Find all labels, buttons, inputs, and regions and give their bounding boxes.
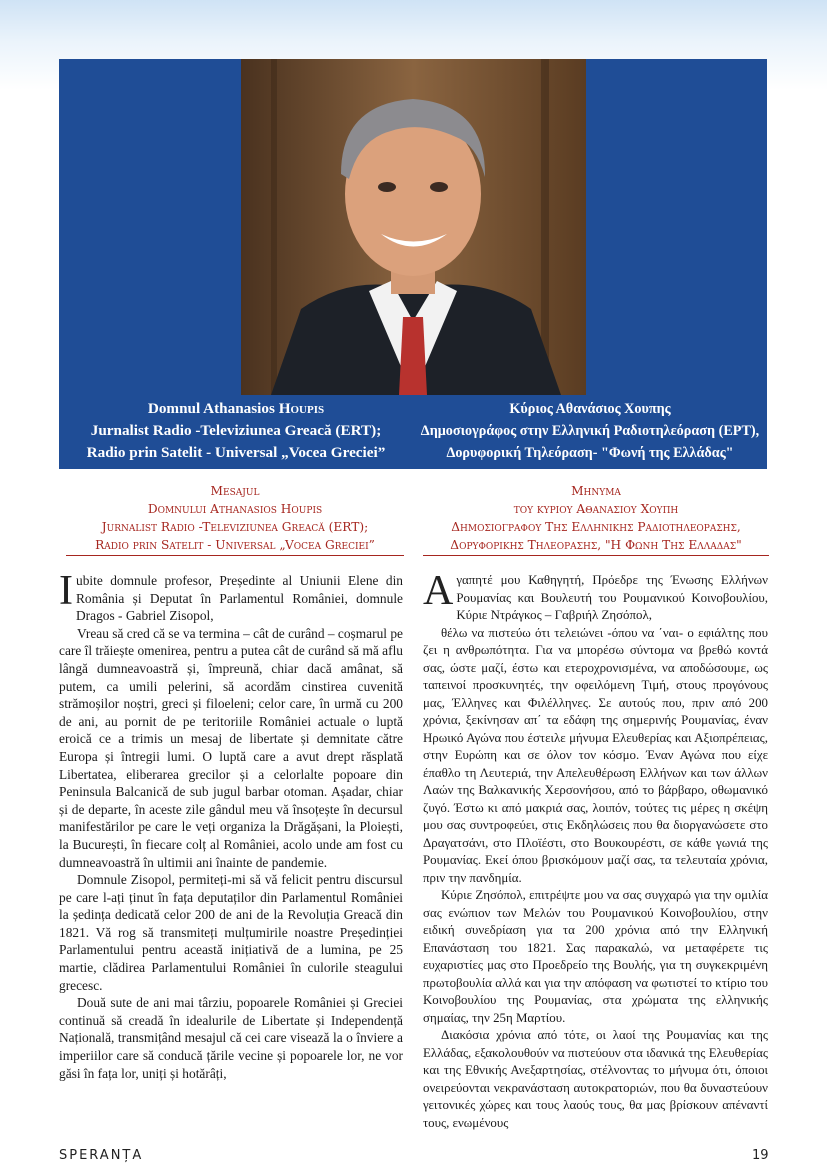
body-paragraph: Două sute de ani mai târziu, popoarele României și Greciei continuă să creadă în idealurile de Libertate și Independență Națională, transmițând mesajul că cei care visează la o înviere a imperiilor care să conducă țările vecine și popoarele lor, ne vor găsi în fața lor, uniți și hotărâți,: [59, 995, 403, 1081]
body-paragraph: [59, 568, 403, 625]
heading-left-line: Mesajul: [210, 484, 260, 498]
body-column-right: [423, 568, 768, 1132]
heading-right-line: Δορυφορικης Τηλεορασης, "Η Φωνη Της Ελλαδας": [450, 538, 742, 552]
heading-left-line: Domnului Athanasios Houpis: [147, 502, 323, 516]
heading-left-line: Jurnalist Radio -Televiziunea Greacă (ERT);: [101, 520, 369, 534]
heading-right-line: Μηνυμα: [571, 484, 621, 498]
body-paragraph: θέλω να πιστεύω ότι τελειώνει -όπου να ΄ναι- ο εφιάλτης που ζει η ανθρωπότητα. Για να μπορέσω σύντομα να βρεθώ κοντά σας, ώστε μαζί, έστω και ετεροχρονισμένα, να αποδώσουμε, ως ταπεινοί προσκυνητές, την οφειλόμενη Τιμή, στους προγόνους μας, Έλληνες και Φιλέλληνες. Σε αυτούς που, πριν από 200 χρόνια, ξεκίνησαν απ΄ τα εδάφη της σημερινής Ρουμανίας, έναν Ηρωικό Αγώνα που έστειλε μήνυμα Ελευθερίας και Αξιοπρέπειας, στην Ευρώπη και σε όλον τον κόσμο. Έναν Αγώνα που είχε έπαθλο τη Λευτεριά, την Απελευθέρωση Ελλήνων και των άλλων Λαών της Βαλκανικής Χερσονήσου, από το βάρβαρο, οθωμανικό ζυγό. Έστω κι από μακριά σας, λοιπόν, τούτες τις μέρες η σκέψη μου σας συντροφεύει, στις Εκδηλώσεις που θα διοργανώσετε στο Δραγατσάνι, στο Πλοϊέστι, στο Βουκουρέστι, σε κάθε γωνιά της Ρουμανίας. Εκεί όπου βρισκόμουν μαζί σας, τα τελευταία χρόνια, πριν την πανδημία.: [423, 625, 768, 885]
body-paragraph: Domnule Zisopol, permiteți-mi să vă felicit pentru discursul pe care l-ați ținut în fața deputaților din Parlamentul României la ședința dedicată celor 200 de ani de la Revoluția Greacă din 1821. Vă rog să transmiteți mulțumirile noastre Președinției Parlamentului pentru această inițiativă de a lumina, pe 25 martie, clădirea Parlamentului României în culorile steagului grecesc.: [59, 872, 403, 993]
body-paragraph: Κύριε Ζησόπολ, επιτρέψτε μου να σας συγχαρώ για την ομιλία σας ενώπιον των Μελών του Ρουμανικού Κοινοβουλίου, στην ειδική συνεδρίαση για τα 200 χρόνια από την Ελληνική Επανάσταση του 1821. Σας παρακαλώ, να μεταφέρετε τις ευχαριστίες μας στο Προεδρείο της Βουλής, για τη συγκεκριμένη πρωτοβουλία αλλά και για την απόφαση να φωτιστεί το κτίριο του Κοινοβουλίου της Ρουμανίας, στα χρώματα της ελληνικής σημαίας, την 25η Μαρτίου.: [423, 888, 768, 1025]
caption-left-station: Radio prin Satelit - Universal „Vocea Greciei”: [86, 444, 386, 461]
heading-right-line: Δημοσιογραφου Της Ελληνικης Ραδιοτηλεορασης,: [451, 520, 741, 534]
caption-left-name: Houpis: [278, 400, 325, 417]
body-column-left: [59, 568, 403, 1082]
caption-left: [59, 398, 413, 464]
caption-right-station: Δορυφορική Τηλεόραση- "Φωνή της Ελλάδας": [446, 445, 734, 461]
page-number: 19: [752, 1148, 769, 1163]
heading-left-line: Radio prin Satelit - Universal „Vocea Greciei”: [95, 538, 375, 552]
body-paragraph: Διακόσια χρόνια από τότε, οι λαοί της Ρουμανίας και της Ελλάδας, εξακολουθούν να πιστεύουν στα ιδανικά της Ελευθερίας και της Εθνικής Ανεξαρτησίας, στέλνοντας το μήνυμα ότι, όποιοι ονειρεύονται νεκρανάσταση αυτοκρατοριών, που θα δυναστεύουν γειτονικές χώρες και τους λαούς τους, θα μας βρίσκουν απέναντί τους, ενωμένους: [423, 1028, 768, 1130]
portrait-photo: [241, 59, 586, 395]
magazine-name: SPERANȚA: [59, 1148, 144, 1163]
caption-right-role: Δημοσιογράφος στην Ελληνική Ραδιοτηλεόραση (ΕΡΤ),: [420, 423, 760, 439]
heading-right-line: του κυριου Αθανασιου Χουπη: [513, 502, 679, 516]
drop-cap: Α: [423, 568, 454, 614]
body-paragraph: Vreau să cred că se va termina – cât de curând – coșmarul pe care îl trăiește omenirea, pentru a putea cât de curând să mă aflu lângă dumneavoastră și, împreună, chiar dacă amânat, să putem, ca umili pelerini, să acordăm cinstirea cuvenită strămoșilor noștri, greci și filoeleni; celor care, în urmă cu 200 de ani, au pornit de pe teritoriile României actuale o luptă eroică ce a trimis un mesaj de libertate și demnitate către Europa și întregii lumi. O luptă care a avut drept răsplată Libertatea, eliberarea grecilor și a celorlalte popoare din Peninsula Balcanică de sub jugul barbar otoman. Așadar, chiar și de departe, în aceste zile gândul meu vă însoțește în decursul manifestărilor pe care le veți organiza la Drăgășani, la Ploiești, la București, în fiecare colț al României, acolo unde am fost cu dumneavoastră în ultimii ani înainte de pandemie.: [59, 625, 403, 870]
caption-right: [413, 398, 767, 464]
paragraph-text: γαπητέ μου Καθηγητή, Πρόεδρε της Ένωσης Ελλήνων Ρουμανίας και Βουλευτή του Ρουμανικού Κοινοβουλίου, Κύριε Ντράγκος – Γαβριήλ Ζησόπολ,: [456, 573, 768, 622]
drop-cap: I: [59, 568, 73, 614]
heading-right: [423, 482, 769, 556]
caption-left-role: Jurnalist Radio -Televiziunea Greacă (ERT);: [90, 422, 382, 439]
caption-right-name: Κύριος Αθανάσιος Χουπης: [509, 401, 671, 417]
caption-left-name-prefix: Domnul Athanasios: [147, 400, 279, 417]
heading-left: [66, 482, 404, 556]
body-paragraph: [423, 568, 768, 625]
paragraph-text: ubite domnule profesor, Președinte al Uniunii Elene din România și Deputat în Parlamentul României, domnule Dragos - Gabriel Zisopol,: [76, 573, 403, 624]
